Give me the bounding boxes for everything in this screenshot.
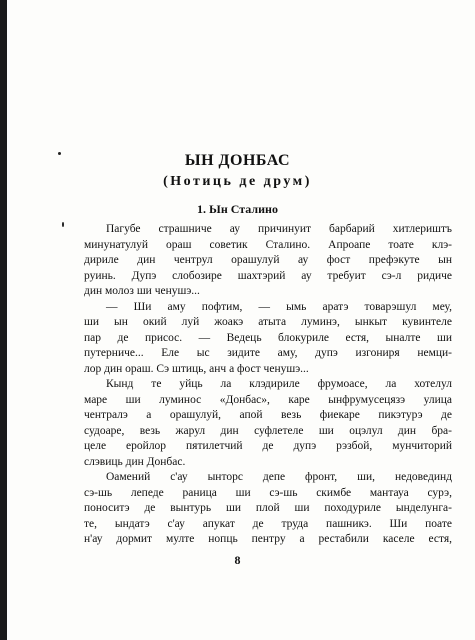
text-line: руинь. Дупэ слобозире шахтэрий ау требуит сэ-л ридиче	[84, 269, 452, 282]
text-line: слэвиць дин Донбас.	[84, 455, 186, 468]
text-line: пар де присос. — Ведець блокуриле естя, ыналте ши	[84, 331, 452, 344]
text-line: н'ау дормит мулте нопць пентру а рестабили каселе естя,	[84, 533, 452, 545]
text-line: поноситэ де вынтурь ши плой ши походуриле ынделунга-	[84, 502, 452, 514]
ink-speck	[62, 222, 64, 227]
section-heading: 1. Ын Сталино	[197, 202, 278, 216]
text-line: минунатулуй ораш советик Сталино. Апроапе тоате клэ-	[84, 238, 452, 251]
text-line: дириле дин чентрул орашулуй ау фост префэкуте ын	[84, 254, 452, 266]
text-line: путерниче... Еле ыс зидите аму, дупэ изгониря немци-	[84, 347, 452, 359]
chapter-subtitle: (Нотиць де друм)	[163, 174, 312, 189]
page-number: 8	[234, 553, 241, 567]
chapter-title: ЫН ДОНБАС	[184, 152, 291, 169]
body-text	[84, 222, 452, 548]
text-line: ши ын окий луй жоакэ атыта луминэ, ынкыт кувинтеле	[84, 316, 452, 328]
text-line: те, ындатэ с'ау апукат де труда пашникэ. Ши поате	[84, 517, 452, 530]
text-line: — Ши аму пофтим, — ымь аратэ товарэшул меу,	[106, 300, 452, 313]
text-line: судоаре, везь жарул дин суфлетеле ши оцэлул дин бра-	[84, 424, 452, 437]
text-line: Пагубе страшниче ау причинуит барбарий хитлериштъ	[106, 223, 452, 235]
text-line: Кынд те уйць ла клэдириле фрумоасе, ла хотелул	[106, 378, 452, 390]
text-line: целе еройлор пятилетчий де дупэ рэзбой, мунчиторий	[84, 440, 452, 452]
text-line: дин молоз ши ченушэ...	[84, 285, 200, 297]
text-line: маре ши луминос «Донбас», каре ынфрумусецязэ улица	[84, 393, 452, 406]
text-line: сэ-шь лепеде раница ши сэ-шь скимбе мантауа сурэ,	[84, 486, 452, 499]
text-line: чентралэ а орашулуй, апой везь фиекаре пикэтурэ де	[84, 409, 452, 421]
scan-edge-shadow	[0, 0, 7, 640]
text-line: Оамений с'ау ынторс депе фронт, ши, недовединд	[106, 471, 452, 483]
text-line: лор дин ораш. Сэ штиць, анч а фост ченушэ...	[84, 362, 309, 375]
